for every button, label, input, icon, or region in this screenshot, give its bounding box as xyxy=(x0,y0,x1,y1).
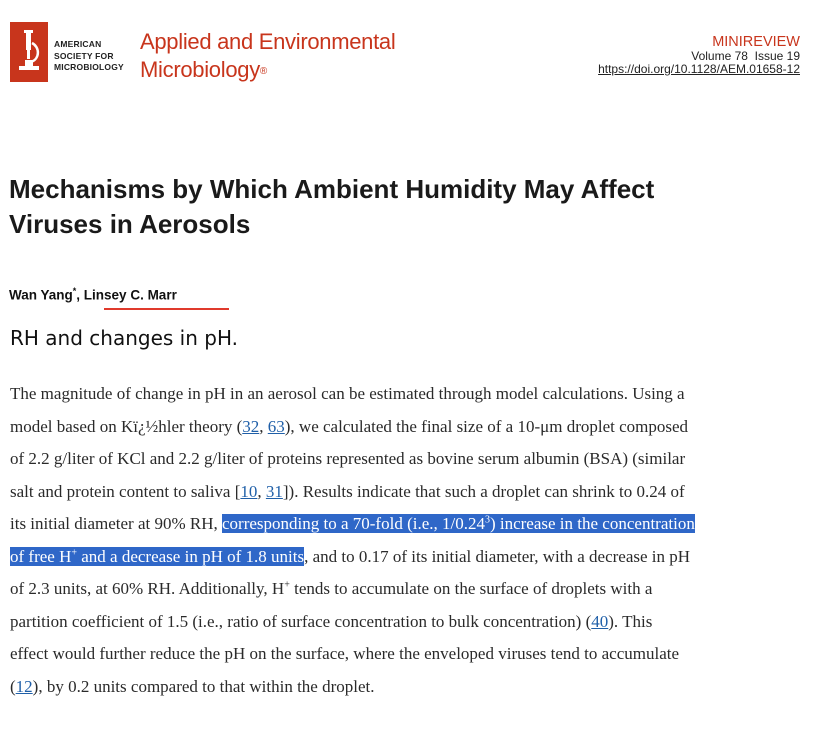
society-line-3: MICROBIOLOGY xyxy=(54,62,124,72)
body-paragraph xyxy=(10,378,816,703)
text-run: , and to 0.17 of its initial diameter, with a decrease in pH xyxy=(304,546,691,566)
text-run: ) increase in the concentration xyxy=(489,514,695,533)
text-run: ), we calculated the final size of a 10-μm droplet composed xyxy=(284,416,689,436)
article-title xyxy=(9,172,789,242)
text-run: ( xyxy=(10,676,16,696)
text-run: ]). Results indicate that such a droplet can shrink to 0.24 of xyxy=(282,481,685,501)
body-line xyxy=(10,541,816,574)
highlighted-text[interactable] xyxy=(222,514,695,533)
body-line xyxy=(10,573,816,606)
body-line xyxy=(10,638,816,671)
text-run: salt and protein content to saliva [ xyxy=(10,481,241,501)
text-run: corresponding to a 70-fold (i.e., 1/0.24 xyxy=(222,514,485,533)
asm-logo xyxy=(10,22,48,82)
text-run: effect would further reduce the pH on the surface, where the enveloped viruses tend to accumulate xyxy=(10,644,680,663)
text-run: , xyxy=(257,481,266,501)
text-run: model based on Kï¿½hler theory ( xyxy=(10,416,243,436)
volume-issue: Volume 78 Issue 19 xyxy=(691,49,800,63)
society-line-2: SOCIETY FOR xyxy=(54,50,114,61)
text-run: , xyxy=(259,416,268,436)
author-linsey-marr[interactable]: Linsey C. Marr xyxy=(83,287,177,303)
body-line xyxy=(10,476,816,509)
author-underline xyxy=(104,308,229,310)
reference-link-32[interactable]: 32 xyxy=(242,416,260,436)
registered-mark: ® xyxy=(259,66,267,77)
text-run: of free H xyxy=(10,546,72,566)
title-line-1: Mechanisms by Which Ambient Humidity May Affect xyxy=(9,174,655,204)
doi-link[interactable]: https://doi.org/10.1128/AEM.01658-12 xyxy=(598,62,800,76)
highlighted-text[interactable] xyxy=(10,547,304,566)
journal-name-line-2: Microbiology xyxy=(140,57,260,82)
journal-name[interactable] xyxy=(140,28,395,84)
article-meta xyxy=(598,34,800,76)
journal-name-line-1: Applied and Environmental xyxy=(140,29,396,54)
author-wan-yang[interactable]: Wan Yang xyxy=(9,287,73,303)
author-list xyxy=(9,286,177,303)
reference-link-10[interactable]: 10 xyxy=(240,481,258,501)
reference-link-31[interactable]: 31 xyxy=(265,481,283,501)
society-name xyxy=(54,39,124,74)
reference-link-63[interactable]: 63 xyxy=(267,416,285,436)
article-type: MINIREVIEW xyxy=(712,34,800,50)
body-line xyxy=(10,411,816,444)
body-line xyxy=(10,671,816,704)
superscript: 3 xyxy=(484,514,490,526)
text-run: ). This xyxy=(608,611,653,631)
text-run: The magnitude of change in pH in an aerosol can be estimated through model calculations. Using a xyxy=(10,384,685,403)
corresponding-mark: * xyxy=(72,286,77,296)
body-line xyxy=(10,606,816,639)
text-run: ), by 0.2 units compared to that within the droplet. xyxy=(32,676,375,696)
text-run: of 2.3 units, at 60% RH. Additionally, H xyxy=(10,579,285,598)
text-run: its initial diameter at 90% RH, xyxy=(10,514,222,533)
superscript: + xyxy=(284,579,290,591)
text-run: tends to accumulate on the surface of droplets with a xyxy=(289,579,653,598)
body-line xyxy=(10,378,816,411)
reference-link-40[interactable]: 40 xyxy=(591,611,609,631)
reference-link-12[interactable]: 12 xyxy=(15,676,33,696)
text-run: and a decrease in pH of 1.8 units xyxy=(77,546,305,566)
body-line xyxy=(10,508,816,541)
text-run: of 2.2 g/liter of KCl and 2.2 g/liter of proteins represented as bovine serum albumin (BSA) (similar xyxy=(10,449,686,468)
author-separator: , xyxy=(76,287,84,303)
microscope-icon xyxy=(16,29,42,75)
superscript: + xyxy=(71,546,77,558)
body-line xyxy=(10,443,816,476)
society-line-1: AMERICAN xyxy=(54,39,102,49)
section-heading: RH and changes in pH. xyxy=(10,326,238,350)
title-line-2: Viruses in Aerosols xyxy=(9,209,251,239)
text-run: partition coefficient of 1.5 (i.e., ratio of surface concentration to bulk concentration) ( xyxy=(10,611,592,631)
